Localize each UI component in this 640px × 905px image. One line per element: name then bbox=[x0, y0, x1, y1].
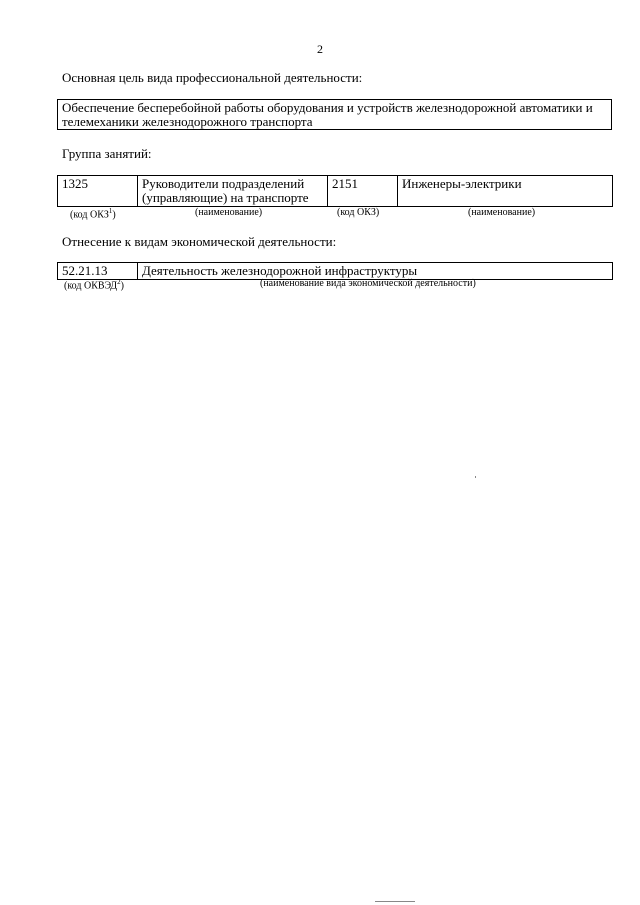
economic-activity-heading: Отнесение к видам экономической деятельности: bbox=[62, 234, 337, 249]
occupation-table bbox=[57, 175, 613, 207]
main-goal-heading: Основная цель вида профессиональной деятельности: bbox=[62, 70, 363, 85]
okz-code-1: 1325 bbox=[58, 176, 138, 207]
okz-name-2: Инженеры-электрики bbox=[398, 176, 613, 207]
caption-okz-code-1: (код ОКЗ$^1$) bbox=[70, 207, 116, 221]
caption-okz-name-1: (наименование) bbox=[195, 207, 263, 218]
occupation-group-heading: Группа занятий: bbox=[62, 146, 152, 161]
caption-okved-name: (наименование вида экономической деятельности) bbox=[260, 278, 476, 289]
main-goal-box bbox=[57, 99, 612, 130]
table-row bbox=[58, 263, 613, 280]
scan-speck bbox=[475, 476, 476, 478]
caption-okz-code-2: (код ОКЗ) bbox=[337, 207, 380, 218]
main-goal-text: Обеспечение бесперебойной работы оборудования и устройств железнодорожной автоматики и телемеханики железнодорожного транспорта bbox=[62, 100, 593, 129]
caption-okz-name-2: (наименование) bbox=[468, 207, 536, 218]
okz-name-1: Руководители подразделений (управляющие) на транспорте bbox=[138, 176, 328, 207]
okved-code: 52.21.13 bbox=[58, 263, 138, 280]
page-number: 2 bbox=[317, 42, 323, 56]
okz-code-2: 2151 bbox=[328, 176, 398, 207]
table-row bbox=[58, 176, 613, 207]
caption-okved-code: (код ОКВЭД$^2$) bbox=[64, 278, 124, 292]
okved-name: Деятельность железнодорожной инфраструктуры bbox=[138, 263, 613, 280]
scan-speck bbox=[375, 901, 415, 902]
